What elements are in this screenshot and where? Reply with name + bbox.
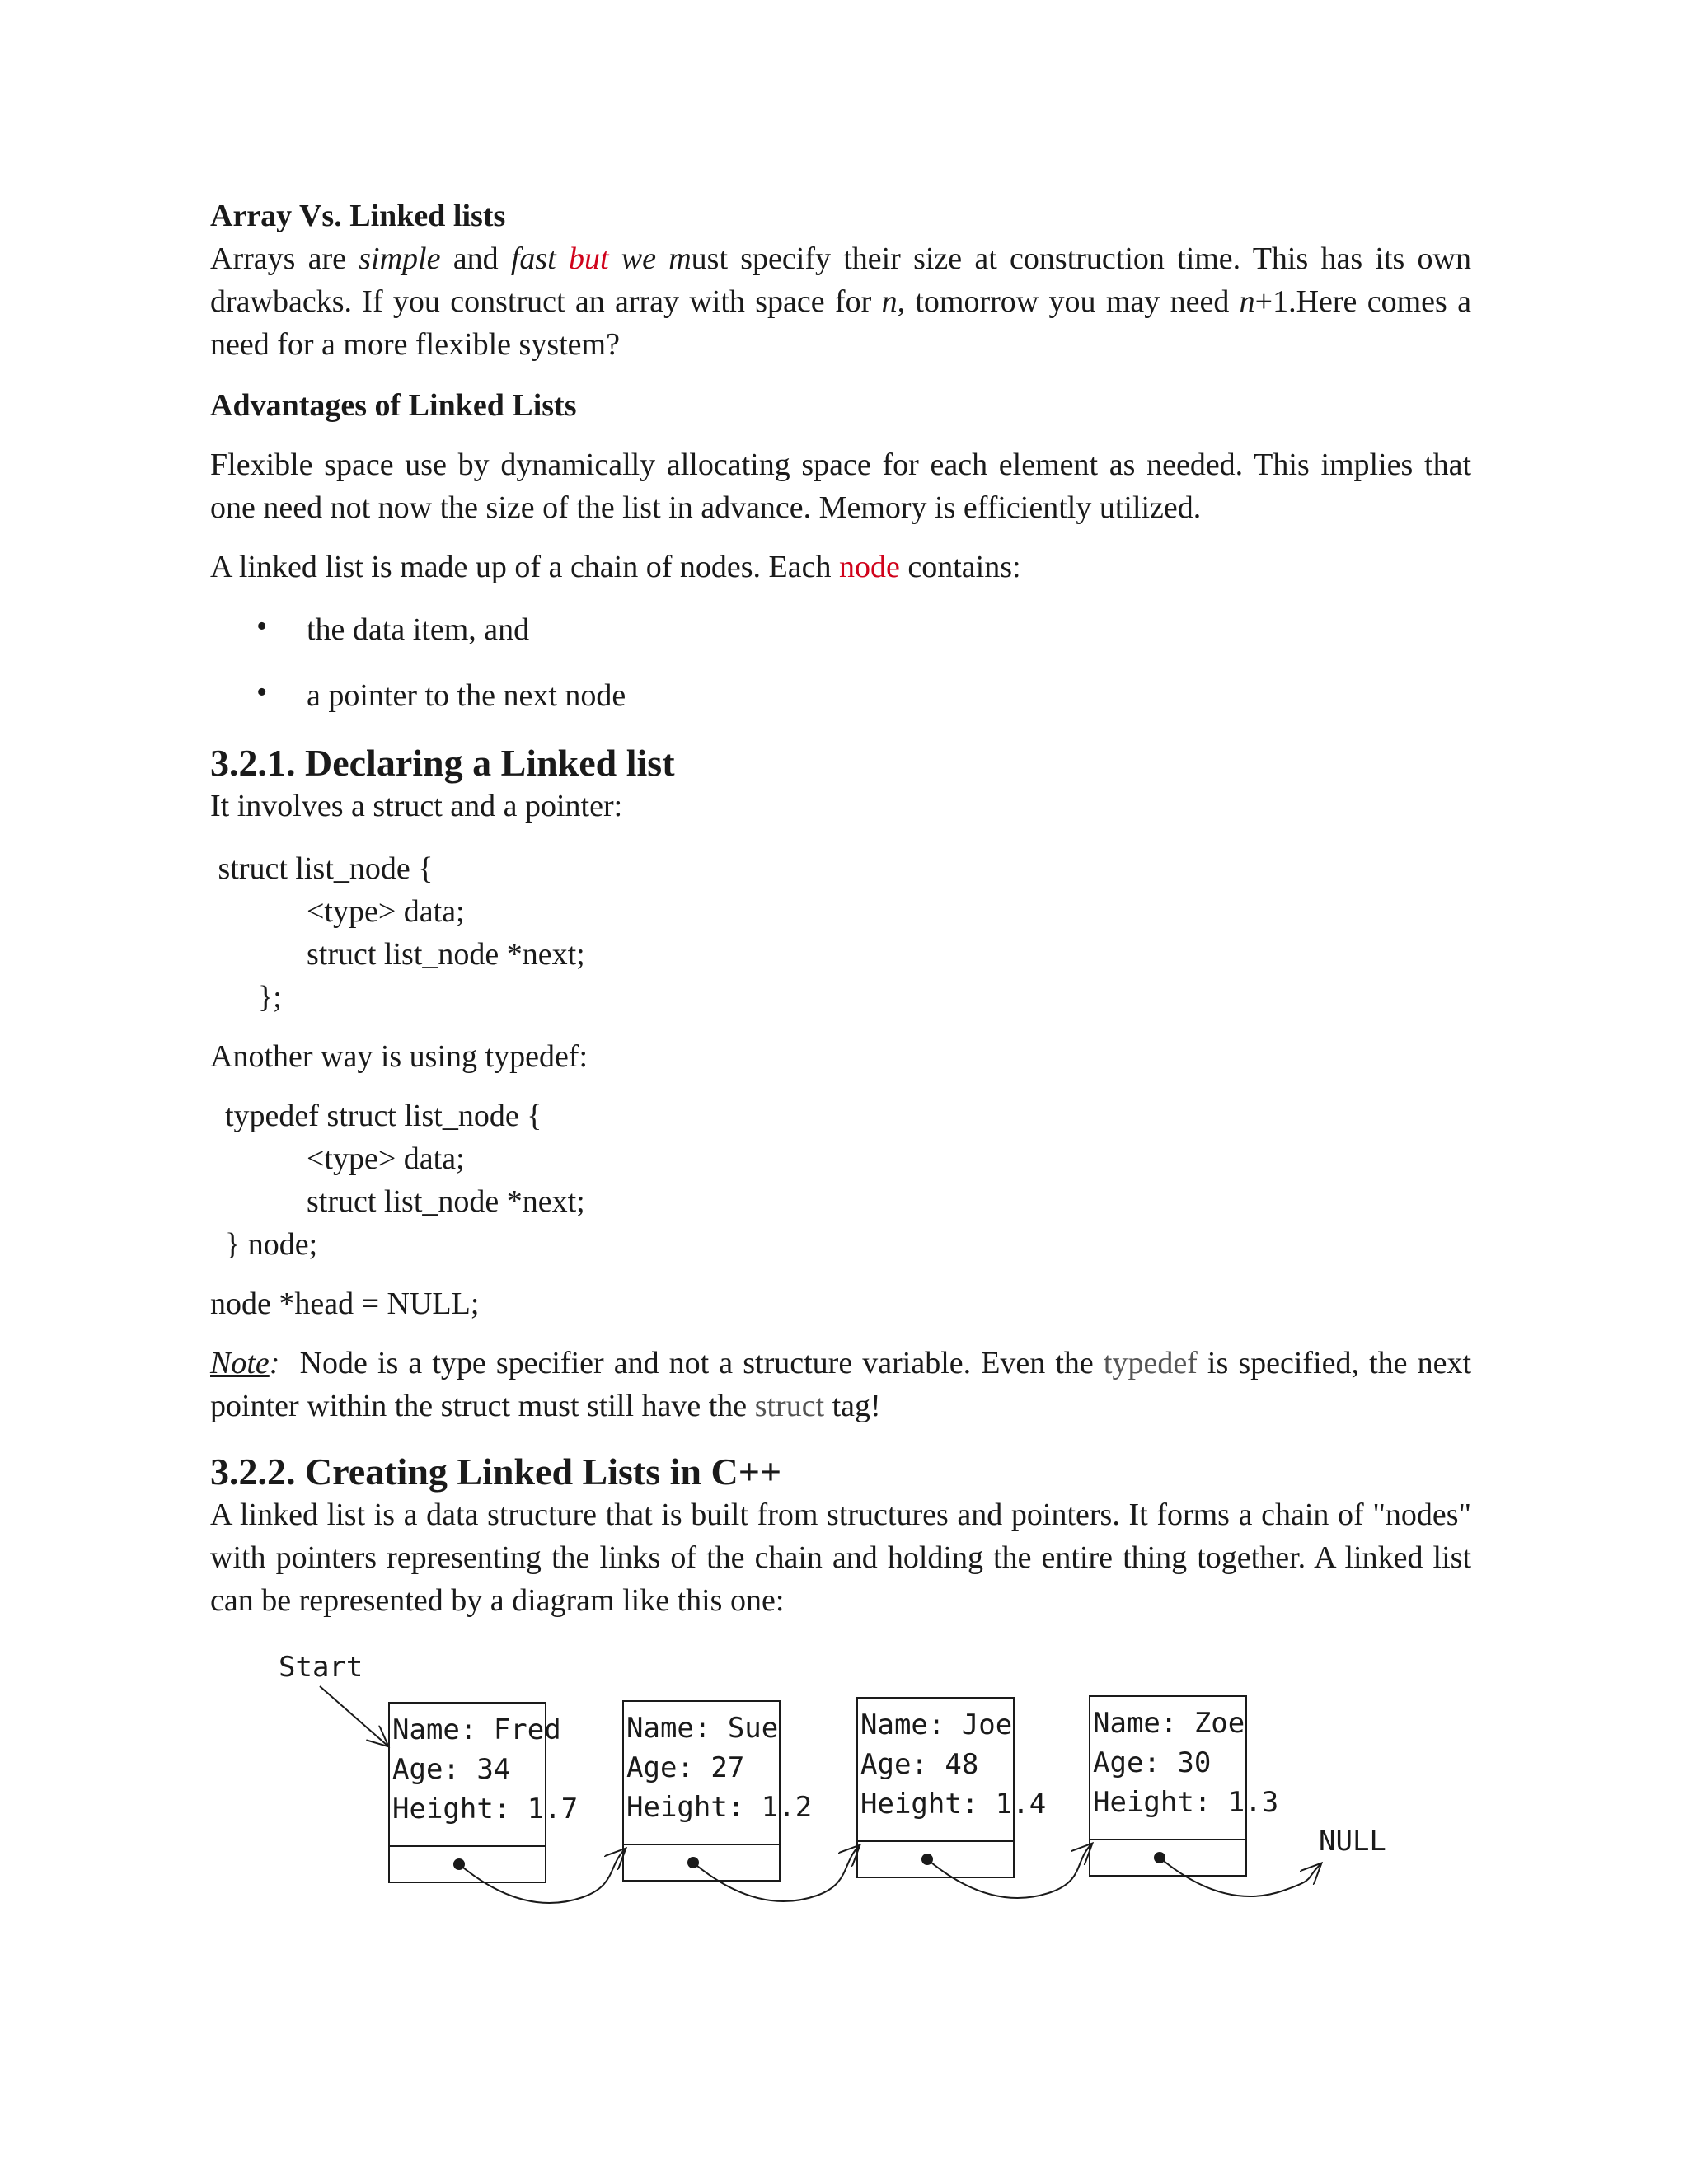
text-run: +1.Here comes a need for a more flexible system? (210, 284, 1471, 362)
nodes-group (389, 1696, 1320, 1903)
start-label: Start (279, 1651, 363, 1684)
code-line: typedef struct list_node { (225, 1099, 542, 1133)
node-field-name: Name: Fred (392, 1713, 561, 1746)
text-run: ust specify their size at construction time. This has its own drawbacks. If you construct an array with space for (210, 241, 1471, 319)
note-label: Note (210, 1346, 270, 1380)
null-label: NULL (1319, 1825, 1386, 1858)
head-declaration: node *head = NULL; (210, 1286, 480, 1321)
text-run-italic: we m (608, 241, 692, 276)
text-run-gray: typedef (1103, 1346, 1198, 1380)
node-field-age: Age: 48 (860, 1748, 979, 1781)
code-line: } node; (225, 1227, 318, 1262)
code-line: struct list_node *next; (307, 937, 585, 972)
text-run: contains: (899, 550, 1021, 584)
text-run: Arrays are (210, 241, 359, 276)
code-line: <type> data; (307, 1141, 465, 1176)
text-run: tag! (824, 1389, 881, 1423)
text-run: is specified, the next pointer within the struct must still have the (210, 1346, 1472, 1423)
bullet-text: the data item, and (307, 612, 530, 647)
next-pointer-arrow (1160, 1858, 1320, 1896)
text-run-red: node (839, 550, 900, 584)
text-run: tomorrow you may need (905, 284, 1240, 319)
node-field-name: Name: Sue (626, 1712, 779, 1745)
text-run-gray: struct (754, 1389, 825, 1423)
text-run: A linked list is made up of a chain of nodes. Each (210, 550, 839, 584)
start-pointer-arrow (320, 1686, 387, 1746)
text-run-red: but (556, 241, 609, 276)
text-run: and (440, 241, 511, 276)
bullet-icon: • (256, 675, 268, 710)
bullet-text: a pointer to the next node (307, 678, 626, 713)
code-line: struct list_node *next; (307, 1184, 585, 1219)
text-run-italic: n (1239, 284, 1255, 319)
text-run-italic: : (269, 1346, 280, 1380)
next-pointer-arrow (927, 1844, 1091, 1898)
array-vs-title: Array Vs. Linked lists (210, 199, 506, 233)
node-field-height: Height: 1.3 (1093, 1786, 1279, 1819)
node-field-age: Age: 34 (392, 1753, 511, 1786)
text-run-italic: n, (881, 284, 906, 319)
advantages-paragraph: Flexible space use by dynamically allocating space for each element as needed. This implies that one need not now the size of the list in advance. Memory is efficiently utilized. (210, 448, 1471, 525)
typedef-intro: Another way is using typedef: (210, 1039, 588, 1074)
node-field-name: Name: Zoe (1093, 1707, 1245, 1740)
creating-title: 3.2.2. Creating Linked Lists in C++ (210, 1451, 782, 1493)
list-node (1090, 1696, 1320, 1896)
node-field-height: Height: 1.4 (860, 1788, 1047, 1821)
advantages-title: Advantages of Linked Lists (210, 388, 577, 423)
node-field-name: Name: Joe (860, 1708, 1013, 1741)
code-line: }; (258, 980, 282, 1015)
node-field-height: Height: 1.7 (392, 1793, 579, 1825)
node-field-age: Age: 27 (626, 1751, 745, 1784)
code-line: struct list_node { (210, 851, 434, 886)
node-field-height: Height: 1.2 (626, 1791, 813, 1824)
creating-paragraph: A linked list is a data structure that is built from structures and pointers. It forms a chain of "nodes" with pointers representing the links of the chain and holding the entire thing together. A linked list can be represented by a diagram like this one: (210, 1497, 1471, 1618)
node-field-age: Age: 30 (1093, 1746, 1212, 1779)
list-node (623, 1701, 859, 1901)
declaring-intro: It involves a struct and a pointer: (210, 789, 623, 823)
text-run-italic: simple (359, 241, 441, 276)
bullet-icon: • (256, 609, 268, 644)
list-node (389, 1703, 625, 1903)
code-line: <type> data; (307, 894, 465, 929)
text-run-italic: fast (510, 241, 556, 276)
next-pointer-arrow (459, 1849, 625, 1903)
text-run: Node is a type specifier and not a structure variable. Even the (279, 1346, 1104, 1380)
list-node (857, 1698, 1091, 1898)
declaring-title: 3.2.1. Declaring a Linked list (210, 742, 675, 784)
next-pointer-arrow (693, 1846, 859, 1901)
